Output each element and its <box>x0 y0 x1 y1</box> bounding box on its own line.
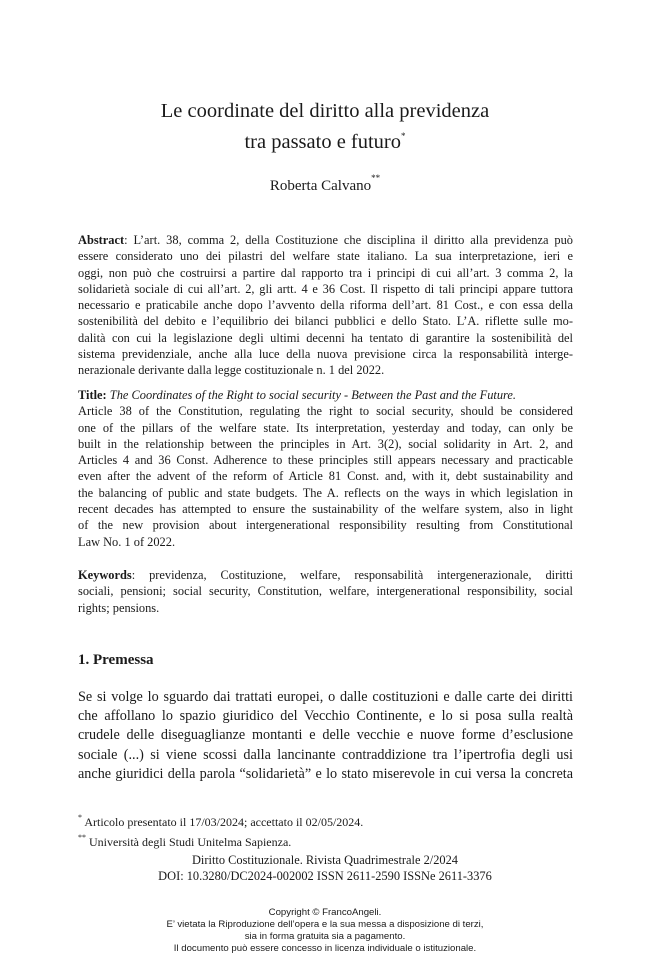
english-abstract-block <box>78 387 573 550</box>
footnote-marker: * <box>401 131 406 141</box>
footnote-marker: * <box>78 813 82 822</box>
body-line: che affollano lo spazio giuridico del Vecchio Continente, e lo si posa sulla realtà <box>78 708 573 725</box>
copyright-notice <box>0 907 650 955</box>
article-author <box>0 173 650 195</box>
english-abstract-line: Articles 4 and 36 Const. Adherence to these principles still appears necessary and practicable <box>78 453 573 468</box>
article-title-text: tra passato e futuro <box>244 131 402 153</box>
journal-doi: DOI: 10.3280/DC2024-002002 ISSN 2611-2590 ISSNe 2611-3376 <box>158 869 492 883</box>
abstract-block <box>78 232 573 379</box>
english-title-line <box>78 387 573 403</box>
abstract-line: sistema previdenziale, anche alla luce della nuova previsione circa la responsabilità interge- <box>78 347 573 362</box>
english-abstract-line: Article 38 of the Constitution, regulating the right to social security, should be considered <box>78 404 573 419</box>
article-title-line: Le coordinate del diritto alla previdenza <box>160 100 490 122</box>
footnotes <box>78 810 573 850</box>
keywords-text: : previdenza, Costituzione, welfare, responsabilità intergenerazionale, diritti <box>131 568 573 582</box>
abstract-label: Abstract <box>78 233 125 247</box>
abstract-line <box>78 232 573 248</box>
abstract-text: : L’art. 38, comma 2, della Costituzione che disciplina il diritto alla previdenza può <box>124 233 573 247</box>
copyright-line: Il documento può essere concesso in licenza individuale o istituzionale. <box>173 943 477 954</box>
english-abstract-line: the balancing of public and state budgets. The A. reflects on the ways in which legislation in <box>78 485 573 500</box>
abstract-line: solidarietà sociale di cui all’art. 2, gli artt. 4 e 36 Cost. Il rispetto di tali principi appare tuttora <box>78 281 573 296</box>
author-name: Roberta Calvano <box>269 178 372 194</box>
body-line: sociale (...) si viene scossi dalla lancinante contraddizione tra l’ipertrofia degli usi <box>78 746 573 763</box>
english-title: The Coordinates of the Right to social security - Between the Past and the Future. <box>109 388 516 402</box>
english-abstract-line: even after the advent of the reform of Article 81 Const. and, with it, debt sustainability and <box>78 469 573 484</box>
body-line: anche giuridici della parola “solidarietà” e lo stato miserevole in cui versa la concreta <box>78 765 573 782</box>
copyright-line: Copyright © FrancoAngeli. <box>268 907 382 918</box>
english-abstract-line: recent decades has attempted to ensure the sustainability of the welfare system, also in light <box>78 502 573 517</box>
keywords-line <box>78 567 573 583</box>
footnote-text: Articolo presentato il 17/03/2024; accettato il 02/05/2024. <box>84 815 364 829</box>
abstract-line: essere considerato uno dei pilastri del welfare state italiano. La sua interpretazione, ieri e <box>78 249 573 264</box>
article-title-line <box>0 124 650 155</box>
abstract-line: sostenibilità del debito e l’equilibrio dei bilanci pubblici e dello Stato. L’A. riflette sulle mo- <box>78 314 573 329</box>
english-title-label: Title: <box>78 388 107 402</box>
journal-info <box>0 852 650 884</box>
english-abstract-line: of the new provision about intergenerational responsibility resulting from Constitutional <box>78 518 573 533</box>
keywords-label: Keywords <box>78 568 132 582</box>
journal-name: Diritto Costituzionale. Rivista Quadrimestrale 2/2024 <box>191 853 458 867</box>
section-body <box>78 688 573 784</box>
footnote-marker: ** <box>371 173 381 183</box>
keywords-line: rights; pensions. <box>78 600 160 615</box>
body-line: Se si volge lo sguardo dai trattati europei, o dalle costituzioni e dalle carte dei diritti <box>78 689 573 705</box>
footnote <box>78 810 573 830</box>
abstract-line: dalità con cui la legislazione degli ultimi decenni ha tentato di garantire la sostenibilità del <box>78 330 573 345</box>
abstract-line: necessario e praticabile anche dopo l’avvento della riforma dell’art. 81 Cost., e con essa della <box>78 298 573 313</box>
section-heading: 1. Premessa <box>78 652 154 668</box>
english-abstract-line: built in the relationship between the principles in Art. 3(2), social solidarity in Art. 2, and <box>78 436 573 451</box>
article-title <box>0 99 650 155</box>
copyright-line: sia in forma gratuita sia a pagamento. <box>244 931 406 942</box>
abstract-line: oggi, non può che costruirsi a partire dal rapporto tra i principi di cui all’art. 3 comma 2, la <box>78 265 573 280</box>
footnote <box>78 830 573 850</box>
footnote-marker: ** <box>78 833 86 842</box>
footnote-text: Università degli Studi Unitelma Sapienza. <box>89 835 292 849</box>
copyright-line: E’ vietata la Riproduzione dell’opera e la sua messa a disposizione di terzi, <box>166 919 484 930</box>
english-abstract-line: one of the pillars of the welfare state. Its interpretation, yesterday and today, can only be <box>78 420 573 435</box>
body-line: crudele delle diseguaglianze montanti e delle vecchie e nuove forme d’esclusione <box>78 727 573 744</box>
english-abstract-line: Law No. 1 of 2022. <box>78 534 176 549</box>
keywords-block <box>78 567 573 616</box>
keywords-line: sociali, pensioni; social security, Constitution, welfare, intergenerational responsibility, social <box>78 584 573 599</box>
abstract-line: nerazionale derivante dalla legge costituzionale n. 1 del 2022. <box>78 363 385 378</box>
